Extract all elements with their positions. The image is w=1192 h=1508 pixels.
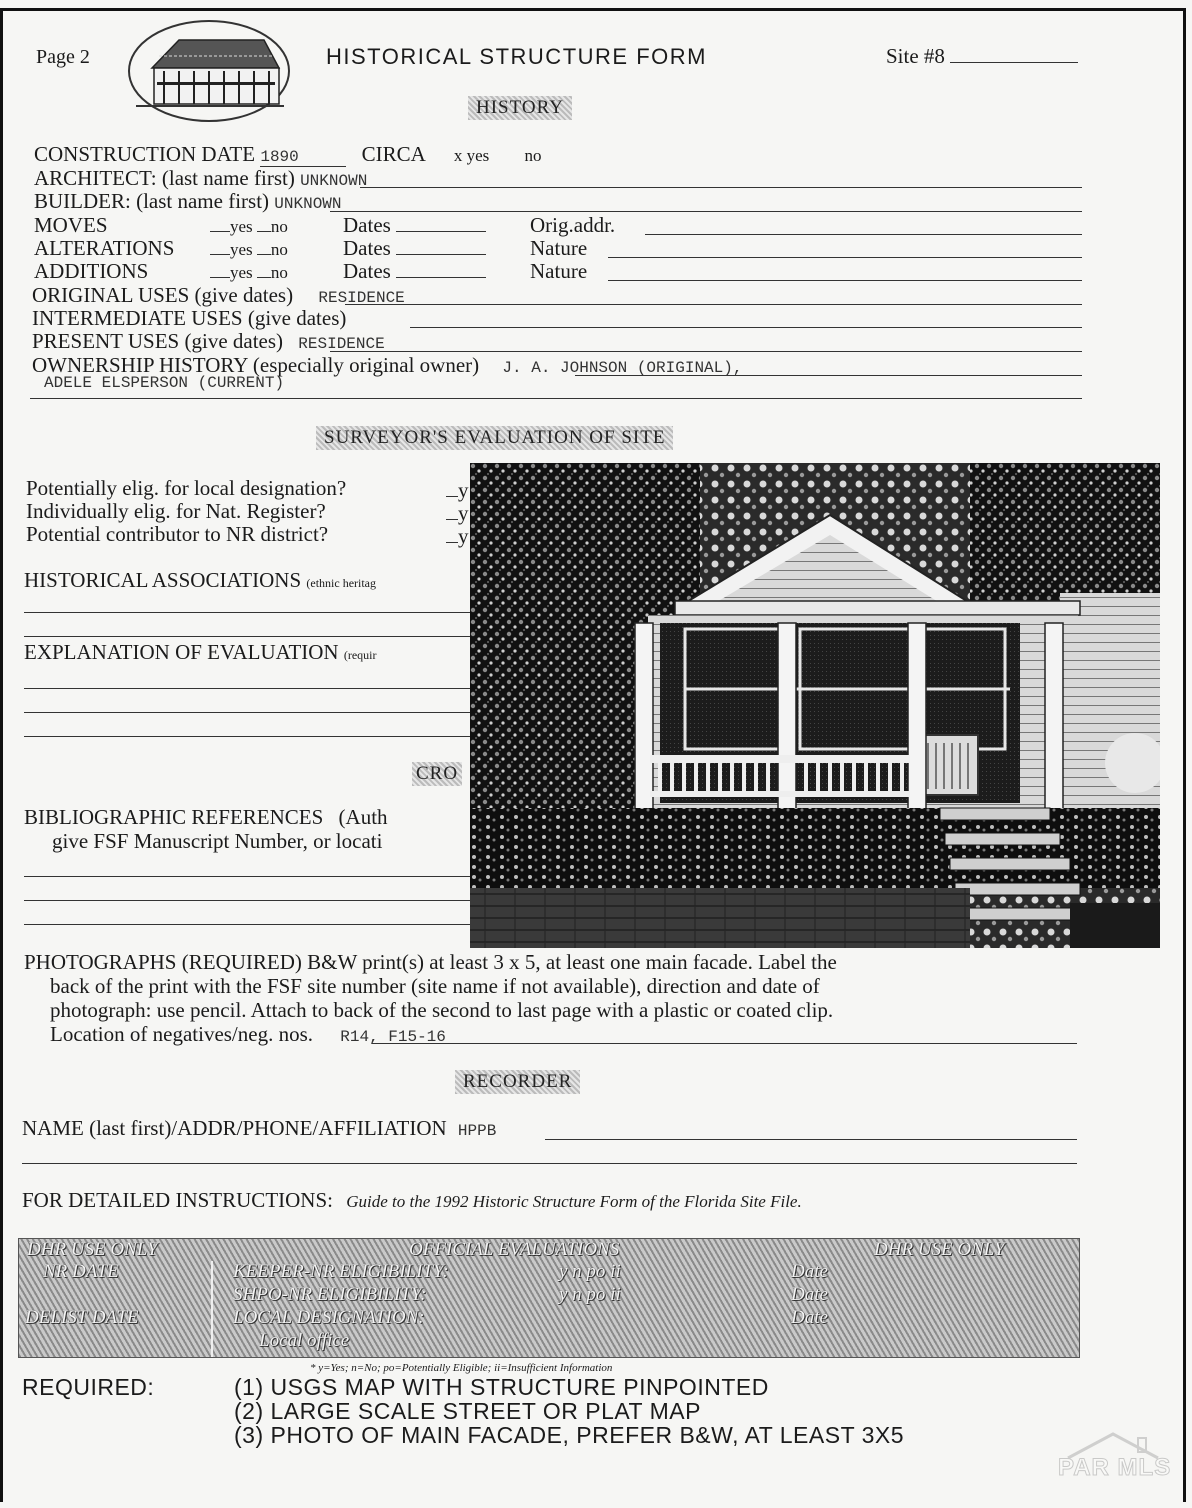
dhr-shpo-date: Date (791, 1284, 828, 1305)
historical-associations: HISTORICAL ASSOCIATIONS (ethnic heritag (24, 568, 377, 592)
house-sketch-icon (124, 16, 294, 126)
recorder-name-value: HPPB (457, 1122, 497, 1140)
additions-yes-no: yes no (210, 263, 288, 283)
original-uses-label: ORIGINAL USES (give dates) (32, 283, 294, 307)
eval-q1-mark: y (446, 478, 469, 503)
eval-q2-mark: y (446, 501, 469, 526)
alterations-dates: Dates (343, 236, 486, 261)
eval-q3-mark: y (446, 524, 469, 549)
instructions-row (22, 1188, 802, 1213)
construction-date-label: CONSTRUCTION DATE (34, 142, 256, 166)
builder-value: UNKNOWN (274, 195, 342, 213)
dhr-shpo: SHPO-NR ELIGIBILITY: (233, 1284, 427, 1305)
dhr-delist-date: DELIST DATE (25, 1307, 139, 1328)
instructions-label: FOR DETAILED INSTRUCTIONS: (22, 1188, 333, 1212)
intermediate-uses-label: INTERMEDIATE USES (give dates) (32, 306, 347, 330)
dhr-use-only-left: DHR USE ONLY (27, 1239, 158, 1260)
history-header: HISTORY (468, 96, 572, 120)
explanation-of-evaluation: EXPLANATION OF EVALUATION (requir (24, 640, 377, 664)
eval-q3: Potential contributor to NR district? (26, 522, 329, 546)
dhr-use-only-right: DHR USE ONLY (874, 1239, 1005, 1260)
additions-nature-label: Nature (530, 259, 588, 283)
site-number: Site #8 (886, 44, 945, 68)
photographs-line2: back of the print with the FSF site number (site name if not available), direction and date of (50, 974, 820, 998)
cross-reference-header: CRO (412, 762, 462, 786)
bibliographic-references-line2: give FSF Manuscript Number, or locati (52, 829, 383, 853)
present-uses-label: PRESENT USES (give dates) (32, 329, 284, 353)
dhr-local-designation: LOCAL DESIGNATION: (233, 1307, 425, 1328)
instructions-text: Guide to the 1992 Historic Structure Form of the Florida Site File. (346, 1192, 802, 1211)
dhr-use-only-box (18, 1238, 1080, 1358)
recorder-row (22, 1116, 496, 1141)
alterations-label: ALTERATIONS (34, 236, 175, 260)
dhr-keeper: KEEPER-NR ELIGIBILITY: (233, 1261, 449, 1282)
house-photo (470, 463, 1160, 948)
required-item-1: (1) USGS MAP WITH STRUCTURE PINPOINTED (234, 1374, 769, 1400)
dhr-local-date: Date (791, 1307, 828, 1328)
architect-row (34, 166, 367, 191)
site-label (886, 44, 1078, 69)
ownership-value-1: J. A. JOHNSON (ORIGINAL), (502, 359, 743, 377)
alterations-yes-no: yes no (210, 240, 288, 260)
builder-label: BUILDER: (last name first) (34, 189, 270, 213)
photographs-line1: PHOTOGRAPHS (REQUIRED) B&W print(s) at least 3 x 5, at least one main facade. Label the (24, 950, 837, 974)
watermark-text: PAR MLS (1058, 1454, 1172, 1481)
required-label: REQUIRED: (22, 1374, 155, 1400)
circa-yes: x yes (453, 146, 490, 165)
moves-dates: Dates (343, 213, 486, 238)
construction-date-value: 1890 (260, 148, 346, 167)
additions-dates: Dates (343, 259, 486, 284)
bibliographic-references: BIBLIOGRAPHIC REFERENCES (Auth (24, 805, 388, 829)
circa-label: CIRCA (361, 142, 425, 166)
dhr-shpo-options: y n po ii (559, 1284, 621, 1305)
architect-value: UNKNOWN (300, 172, 368, 190)
dhr-legend: * y=Yes; n=No; po=Potentially Eligible; ii=Insufficient Information (310, 1362, 613, 1374)
builder-row (34, 189, 342, 214)
negatives-value: R14, F15-16 (340, 1028, 446, 1046)
dhr-keeper-options: y n po ii (559, 1261, 621, 1282)
required-item-3: (3) PHOTO OF MAIN FACADE, PREFER B&W, AT LEAST 3X5 (234, 1422, 905, 1448)
orig-addr-label: Orig.addr. (530, 213, 616, 237)
negatives-label: Location of negatives/neg. nos. (50, 1022, 314, 1046)
form-title: HISTORICAL STRUCTURE FORM (326, 44, 707, 69)
page-number: Page 2 (36, 46, 90, 68)
eval-q2: Individually elig. for Nat. Register? (26, 499, 326, 523)
eval-q1: Potentially elig. for local designation? (26, 476, 347, 500)
dhr-nr-date: NR DATE (43, 1261, 119, 1282)
architect-label: ARCHITECT: (last name first) (34, 166, 295, 190)
moves-yes-no: yes no (210, 217, 288, 237)
original-uses-value: RESIDENCE (318, 289, 405, 307)
ownership-value-2: ADELE ELSPERSON (CURRENT) (44, 374, 285, 392)
evaluation-header: SURVEYOR'S EVALUATION OF SITE (316, 426, 673, 450)
moves-label: MOVES (34, 213, 108, 237)
required-item-2: (2) LARGE SCALE STREET OR PLAT MAP (234, 1398, 701, 1424)
dhr-official-evaluations: OFFICIAL EVALUATIONS (409, 1239, 620, 1260)
dhr-local-office: Local office (259, 1330, 350, 1351)
alterations-nature-label: Nature (530, 236, 588, 260)
construction-date-row (34, 142, 542, 167)
ownership-label: OWNERSHIP HISTORY (especially original owner) (32, 353, 480, 377)
additions-label: ADDITIONS (34, 259, 149, 283)
circa-no: no (524, 146, 542, 165)
recorder-header: RECORDER (455, 1070, 580, 1094)
dhr-keeper-date: Date (791, 1261, 828, 1282)
photographs-line3: photograph: use pencil. Attach to back of the second to last page with a plastic or coated clip. (50, 998, 834, 1022)
mls-watermark (1048, 1430, 1178, 1490)
recorder-name-label: NAME (last first)/ADDR/PHONE/AFFILIATION (22, 1116, 447, 1140)
present-uses-value: RESIDENCE (298, 335, 385, 353)
